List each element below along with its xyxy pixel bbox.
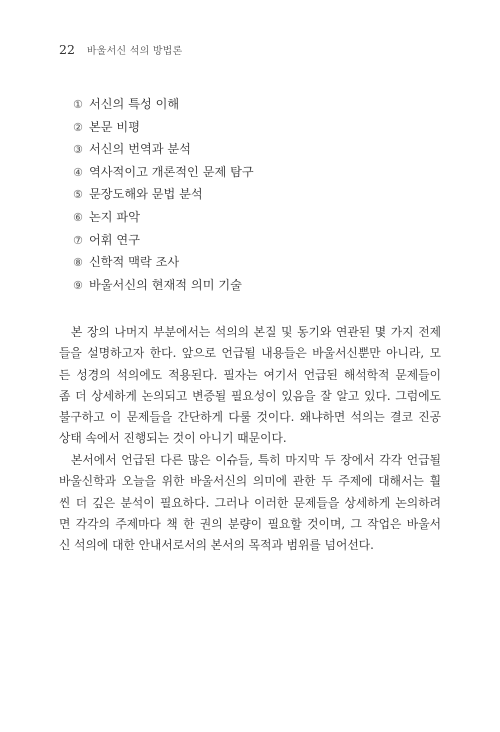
list-text: 신학적 맥락 조사	[89, 255, 180, 270]
body-paragraph-1	[59, 322, 441, 450]
list-text: 논지 파악	[89, 209, 140, 224]
list-number: ①	[73, 98, 83, 111]
list-number: ④	[73, 165, 83, 179]
list-number: ⑥	[73, 210, 83, 224]
text-line: 상태 속에서 진행되는 것이 아니기 때문이다.	[59, 431, 287, 446]
list-item	[73, 206, 254, 229]
method-steps-list	[73, 93, 254, 296]
text-line: 본 장의 나머지 부분에서는 석의의 본질 및 동기와 연관된 몇 가지 전제	[71, 325, 441, 339]
list-number: ⑦	[73, 233, 83, 247]
text-line: 본서에서 언급된 다른 많은 이슈들, 특히 마지막 두 장에서 각각 언급될	[71, 453, 441, 467]
running-title: 바울서신 석의 방법론	[86, 46, 183, 57]
text-line: 씬 더 깊은 분석이 필요하다. 그러나 이러한 문제들을 상세하게 논의하려	[59, 495, 441, 510]
list-item	[73, 251, 254, 274]
list-item	[73, 274, 254, 297]
running-header	[59, 42, 182, 57]
page-number: 22	[59, 42, 75, 57]
list-text: 바울서신의 현재적 의미 기술	[89, 277, 242, 292]
list-number: ②	[73, 120, 83, 134]
list-item	[73, 161, 254, 184]
list-number: ⑨	[73, 278, 83, 292]
list-number: ③	[73, 143, 83, 157]
list-item	[73, 93, 254, 116]
list-item	[73, 229, 254, 252]
list-text: 서신의 번역과 분석	[89, 142, 191, 157]
list-item	[73, 183, 254, 206]
text-line: 들을 설명하고자 한다. 앞으로 언급될 내용들은 바울서신뿐만 아니라, 모	[59, 346, 441, 361]
list-number: ⑤	[73, 188, 83, 202]
list-item	[73, 116, 254, 139]
list-item	[73, 138, 254, 161]
text-line: 든 성경의 석의에도 적용된다. 필자는 여기서 언급된 해석학적 문제들이	[59, 367, 441, 382]
text-line: 면 각각의 주제마다 책 한 권의 분량이 필요할 것이며, 그 작업은 바울서	[59, 516, 441, 531]
list-number: ⑧	[73, 256, 83, 270]
list-text: 어휘 연구	[89, 232, 140, 247]
list-text: 역사적이고 개론적인 문제 탐구	[89, 164, 254, 179]
list-text: 문장도해와 문법 분석	[89, 187, 203, 202]
text-line: 불구하고 이 문제들을 간단하게 다룰 것이다. 왜냐하면 석의는 결코 진공	[59, 410, 441, 425]
text-line: 좀 더 상세하게 논의되고 변증될 필요성이 있음을 잘 알고 있다. 그럼에도	[59, 388, 441, 403]
text-line: 신 석의에 대한 안내서로서의 본서의 목적과 범위를 넘어선다.	[59, 538, 374, 553]
text-line: 바울신학과 오늘을 위한 바울서신의 의미에 관한 두 주제에 대해서는 훨	[59, 474, 441, 489]
list-text: 본문 비평	[89, 119, 140, 134]
list-text: 서신의 특성 이해	[89, 97, 180, 111]
body-paragraph-2	[59, 450, 441, 556]
